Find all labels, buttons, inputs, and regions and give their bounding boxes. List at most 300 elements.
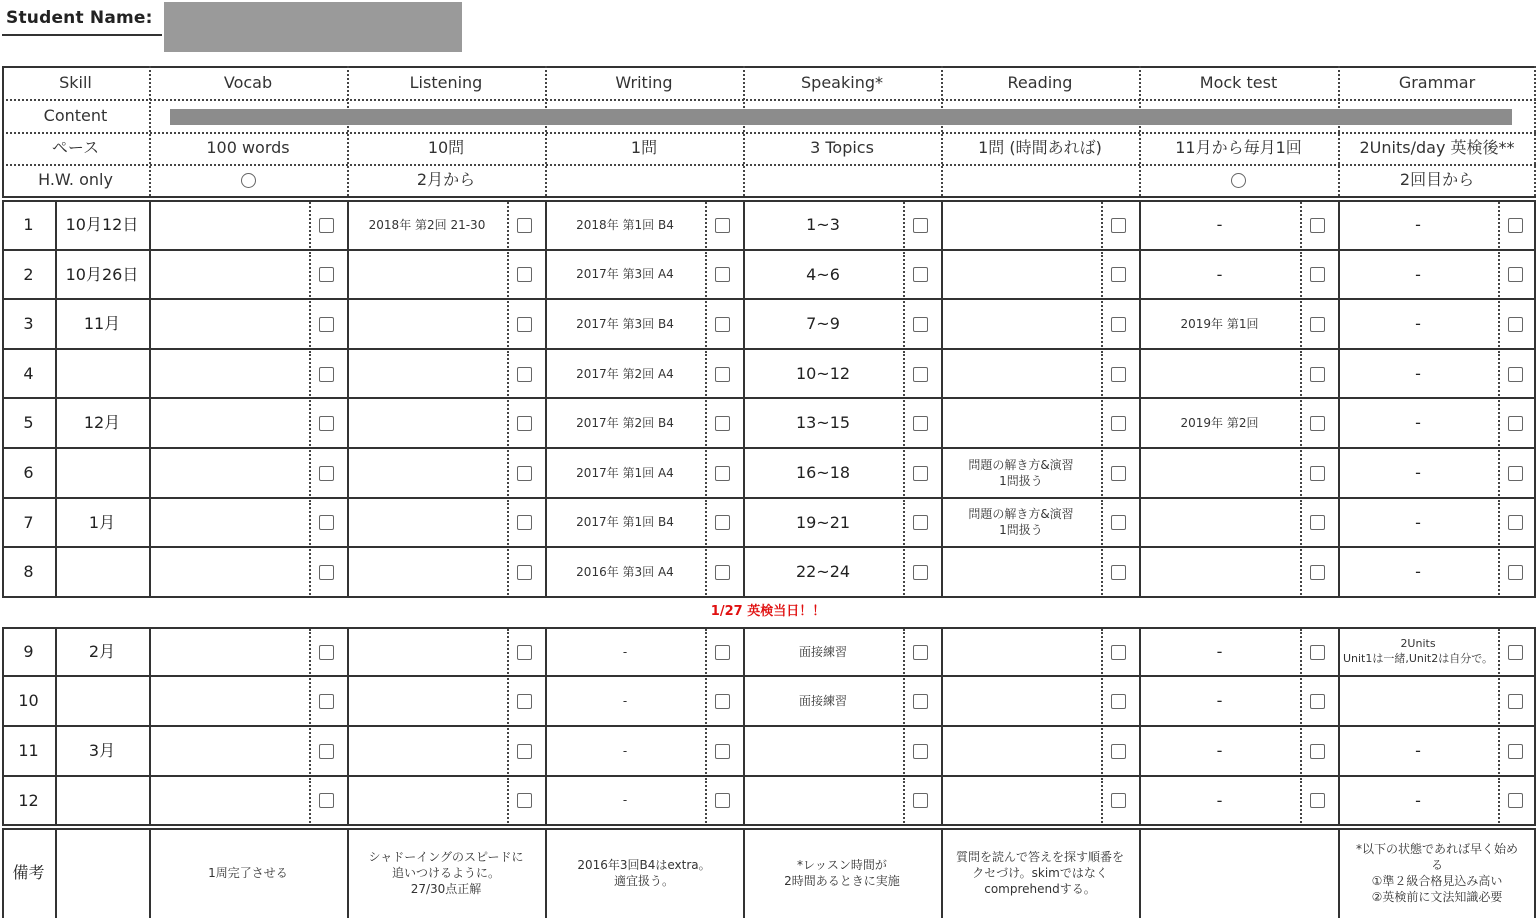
grid-line <box>2 99 1536 101</box>
checkbox[interactable] <box>1111 317 1126 332</box>
grid-line <box>1498 301 1500 347</box>
checkbox[interactable] <box>517 218 532 233</box>
row-number: 5 <box>23 413 34 433</box>
checkbox[interactable] <box>319 744 334 759</box>
row-cell <box>941 250 1101 300</box>
checkbox[interactable] <box>1508 515 1523 530</box>
skill-vocab: Vocab <box>223 72 273 92</box>
row-cell <box>149 498 309 548</box>
grid-line <box>1101 301 1103 347</box>
row-cell <box>149 726 309 776</box>
notes-cell <box>1141 828 1336 918</box>
checkbox[interactable] <box>1111 416 1126 431</box>
row-cell: - <box>1415 562 1421 582</box>
grid-line <box>903 778 905 824</box>
row-number: 8 <box>23 562 34 582</box>
checkbox[interactable] <box>319 515 334 530</box>
grid-line <box>903 400 905 446</box>
hw-header: H.W. only <box>38 170 113 190</box>
grid-line <box>545 828 547 918</box>
row-cell: - <box>1415 363 1421 383</box>
row-cell: - <box>1415 463 1421 482</box>
grid-line <box>55 200 57 597</box>
row-cell <box>941 547 1101 597</box>
checkbox[interactable] <box>1310 218 1325 233</box>
grid-line <box>1338 627 1340 825</box>
grid-line <box>309 678 311 724</box>
checkbox[interactable] <box>517 317 532 332</box>
row-cell <box>941 627 1101 677</box>
checkbox[interactable] <box>517 744 532 759</box>
checkbox[interactable] <box>715 267 730 282</box>
checkbox[interactable] <box>913 645 928 660</box>
checkbox[interactable] <box>517 565 532 580</box>
checkbox[interactable] <box>913 218 928 233</box>
grid-line <box>1101 351 1103 397</box>
row-cell <box>347 627 507 677</box>
row-number: 7 <box>23 512 34 532</box>
checkbox[interactable] <box>715 317 730 332</box>
grid-line <box>507 728 509 774</box>
row-cell: 2017年 第1回 B4 <box>576 515 674 530</box>
checkbox[interactable] <box>1310 466 1325 481</box>
row-date: 10月12日 <box>65 215 139 234</box>
row-cell: - <box>1216 641 1223 661</box>
row-number: 2 <box>23 264 34 284</box>
checkbox[interactable] <box>715 466 730 481</box>
grid-line <box>1498 678 1500 724</box>
notes-cell: *以下の状態であれば早く始め る ①準２級合格見込み高い ②英検前に文法知識必要 <box>1355 841 1518 905</box>
row-cell <box>149 299 309 349</box>
skill-reading: Reading <box>1007 72 1073 92</box>
grid-line <box>705 728 707 774</box>
grid-line <box>903 678 905 724</box>
notes-cell: 2016年3回B4はextra。 適宜扱う。 <box>577 857 711 889</box>
checkbox[interactable] <box>715 218 730 233</box>
grid-line <box>1498 629 1500 675</box>
row-number: 10 <box>18 691 39 711</box>
checkbox[interactable] <box>1310 367 1325 382</box>
grid-line <box>1498 778 1500 824</box>
checkbox[interactable] <box>1111 267 1126 282</box>
grid-line <box>705 778 707 824</box>
hw-circle-icon <box>241 173 256 188</box>
grid-line <box>2 447 1536 449</box>
grid-line <box>149 828 151 918</box>
checkbox[interactable] <box>715 367 730 382</box>
row-cell: 2017年 第3回 A4 <box>576 267 674 282</box>
content-header: Content <box>43 105 108 125</box>
pace-cell: 10問 <box>427 138 465 158</box>
name-underline <box>2 34 162 36</box>
row-cell <box>1139 448 1300 498</box>
checkbox[interactable] <box>1508 367 1523 382</box>
grid-line <box>705 400 707 446</box>
checkbox[interactable] <box>715 793 730 808</box>
checkbox[interactable] <box>715 744 730 759</box>
grid-line <box>705 252 707 298</box>
grid-line <box>347 200 349 597</box>
row-cell <box>347 498 507 548</box>
grid-line <box>2 828 4 918</box>
checkbox[interactable] <box>1310 317 1325 332</box>
grid-line <box>2 200 4 597</box>
checkbox[interactable] <box>913 416 928 431</box>
grid-line <box>1139 828 1141 918</box>
grid-line <box>705 678 707 724</box>
grid-line <box>2 824 1536 826</box>
row-cell: 2017年 第2回 B4 <box>576 416 674 431</box>
pace-cell: 100 words <box>206 138 290 158</box>
checkbox[interactable] <box>319 793 334 808</box>
row-number: 9 <box>23 641 34 661</box>
grid-line <box>545 200 547 597</box>
grid-line <box>55 828 57 918</box>
checkbox[interactable] <box>715 645 730 660</box>
row-cell <box>149 676 309 726</box>
grid-line <box>1498 450 1500 496</box>
grid-line <box>507 629 509 675</box>
checkbox[interactable] <box>517 367 532 382</box>
checkbox[interactable] <box>715 515 730 530</box>
grid-line <box>1338 200 1340 597</box>
grid-line <box>507 400 509 446</box>
grid-line <box>507 678 509 724</box>
row-cell: - <box>1216 790 1223 810</box>
row-cell: 問題の解き方&演習 1問扱う <box>968 507 1074 538</box>
checkbox[interactable] <box>1111 515 1126 530</box>
row-cell: 16~18 <box>795 463 851 482</box>
row-cell <box>347 250 507 300</box>
grid-line <box>1101 202 1103 248</box>
row-cell: 7~9 <box>806 314 840 334</box>
grid-line <box>705 629 707 675</box>
grid-line <box>1498 351 1500 397</box>
grid-line <box>309 450 311 496</box>
checkbox[interactable] <box>1508 218 1523 233</box>
row-cell: 1~3 <box>806 215 840 234</box>
row-cell: - <box>1216 215 1223 234</box>
row-cell <box>1139 547 1300 597</box>
grid-line <box>705 351 707 397</box>
hw-cell: 2回目から <box>1399 170 1475 190</box>
row-cell: 10~12 <box>795 363 851 383</box>
grid-line <box>149 627 151 825</box>
row-cell <box>743 726 903 776</box>
grid-line <box>1498 400 1500 446</box>
grid-line <box>507 778 509 824</box>
student-name-redacted <box>164 2 462 52</box>
row-cell <box>941 676 1101 726</box>
checkbox[interactable] <box>1310 565 1325 580</box>
row-cell <box>347 547 507 597</box>
grid-line <box>903 202 905 248</box>
student-name-label: Student Name: <box>6 8 153 28</box>
checkbox[interactable] <box>1111 694 1126 709</box>
checkbox[interactable] <box>517 515 532 530</box>
checkbox[interactable] <box>319 466 334 481</box>
grid-line <box>2 298 1536 300</box>
grid-line <box>1101 500 1103 546</box>
checkbox[interactable] <box>1111 645 1126 660</box>
row-cell: - <box>1415 413 1421 433</box>
checkbox[interactable] <box>1310 694 1325 709</box>
grid-line <box>2 249 1536 251</box>
grid-line <box>545 627 547 825</box>
checkbox[interactable] <box>1508 466 1523 481</box>
checkbox[interactable] <box>1310 645 1325 660</box>
row-cell <box>941 349 1101 399</box>
row-number: 11 <box>18 741 39 760</box>
grid-line <box>1300 450 1302 496</box>
checkbox[interactable] <box>1508 744 1523 759</box>
checkbox[interactable] <box>517 793 532 808</box>
grid-line <box>1300 728 1302 774</box>
grid-line <box>1101 450 1103 496</box>
grid-line <box>941 828 943 918</box>
grid-line <box>507 500 509 546</box>
grid-line <box>309 351 311 397</box>
pace-cell: 1問 <box>630 138 658 158</box>
row-cell: 22~24 <box>795 562 851 582</box>
checkbox[interactable] <box>913 367 928 382</box>
checkbox[interactable] <box>1310 793 1325 808</box>
row-cell: - <box>1415 790 1421 810</box>
row-date: 10月26日 <box>65 264 139 284</box>
notes-cell: 1周完了させる <box>208 865 288 880</box>
content-redacted <box>170 109 1512 125</box>
grid-line <box>507 351 509 397</box>
schedule-table <box>0 66 1536 918</box>
row-cell: 2019年 第2回 <box>1180 416 1259 431</box>
row-cell: - <box>1415 215 1421 234</box>
grid-line <box>2 497 1536 499</box>
grid-line <box>2 397 1536 399</box>
checkbox[interactable] <box>319 694 334 709</box>
grid-line <box>1101 778 1103 824</box>
grid-line <box>1498 252 1500 298</box>
checkbox[interactable] <box>1111 744 1126 759</box>
row-date: 12月 <box>83 413 121 433</box>
row-date: 11月 <box>83 314 121 334</box>
grid-line <box>1101 252 1103 298</box>
row-date <box>55 349 149 399</box>
hw-cell <box>545 164 743 196</box>
grid-line <box>507 549 509 595</box>
row-cell: 2017年 第3回 B4 <box>576 316 674 331</box>
checkbox[interactable] <box>1508 317 1523 332</box>
row-cell: - <box>1415 314 1421 334</box>
row-cell: - <box>1415 741 1421 760</box>
checkbox[interactable] <box>715 416 730 431</box>
grid-line <box>705 301 707 347</box>
checkbox[interactable] <box>1310 744 1325 759</box>
grid-line <box>1498 202 1500 248</box>
checkbox[interactable] <box>715 565 730 580</box>
grid-line <box>903 301 905 347</box>
checkbox[interactable] <box>1111 218 1126 233</box>
checkbox[interactable] <box>319 317 334 332</box>
hw-circle-icon <box>1231 173 1246 188</box>
checkbox[interactable] <box>319 267 334 282</box>
notes-cell: シャドーイングのスピードに 追いつけるように。 27/30点正解 <box>368 849 524 897</box>
row-cell: - <box>622 694 628 709</box>
notes-cell: 質問を読んで答えを探す順番を クセづけ。skimではなく comprehendする。 <box>955 849 1124 897</box>
checkbox[interactable] <box>1310 416 1325 431</box>
row-cell: 面接練習 <box>798 694 847 709</box>
grid-line <box>1300 500 1302 546</box>
grid-line <box>347 627 349 825</box>
row-number: 1 <box>23 215 34 234</box>
grid-line <box>55 627 57 825</box>
checkbox[interactable] <box>1508 565 1523 580</box>
checkbox[interactable] <box>913 793 928 808</box>
row-cell <box>149 776 309 826</box>
row-number: 3 <box>23 314 34 334</box>
checkbox[interactable] <box>913 694 928 709</box>
checkbox[interactable] <box>517 694 532 709</box>
row-cell <box>347 776 507 826</box>
row-cell: 面接練習 <box>798 644 847 659</box>
grid-line <box>903 351 905 397</box>
checkbox[interactable] <box>517 416 532 431</box>
checkbox[interactable] <box>715 694 730 709</box>
checkbox[interactable] <box>319 645 334 660</box>
row-cell: 2016年 第3回 A4 <box>576 564 674 579</box>
row-cell: 2017年 第2回 A4 <box>576 366 674 381</box>
checkbox[interactable] <box>1310 267 1325 282</box>
row-date <box>55 776 149 826</box>
checkbox[interactable] <box>1508 416 1523 431</box>
row-cell <box>347 726 507 776</box>
checkbox[interactable] <box>1111 367 1126 382</box>
grid-line <box>1101 728 1103 774</box>
grid-line <box>1101 400 1103 446</box>
checkbox[interactable] <box>1508 793 1523 808</box>
checkbox[interactable] <box>1508 694 1523 709</box>
grid-line <box>1300 629 1302 675</box>
grid-line <box>2 196 1536 198</box>
checkbox[interactable] <box>913 744 928 759</box>
checkbox[interactable] <box>319 565 334 580</box>
notes-label: 備考 <box>12 863 45 883</box>
grid-line <box>507 202 509 248</box>
grid-line <box>705 202 707 248</box>
checkbox[interactable] <box>1508 267 1523 282</box>
grid-line <box>743 200 745 597</box>
grid-line <box>743 627 745 825</box>
row-cell <box>347 398 507 448</box>
checkbox[interactable] <box>913 466 928 481</box>
row-number: 6 <box>23 463 34 482</box>
hw-cell <box>743 164 941 196</box>
checkbox[interactable] <box>913 317 928 332</box>
row-cell: - <box>1415 264 1421 284</box>
row-cell: - <box>1216 691 1223 711</box>
checkbox[interactable] <box>1508 645 1523 660</box>
grid-line <box>309 549 311 595</box>
checkbox[interactable] <box>1111 466 1126 481</box>
checkbox[interactable] <box>319 218 334 233</box>
row-cell <box>1338 676 1498 726</box>
skill-speaking: Speaking* <box>801 72 883 92</box>
grid-line <box>1139 200 1141 597</box>
notes-cell: *レッスン時間が 2時間あるときに実施 <box>784 857 900 889</box>
checkbox[interactable] <box>517 645 532 660</box>
grid-line <box>309 202 311 248</box>
checkbox[interactable] <box>913 267 928 282</box>
row-date: 3月 <box>88 741 116 760</box>
skill-writing: Writing <box>615 72 673 92</box>
grid-line <box>903 629 905 675</box>
skill-listening: Listening <box>409 72 483 92</box>
checkbox[interactable] <box>319 367 334 382</box>
grid-line <box>1498 500 1500 546</box>
pace-header: ペース <box>51 138 100 158</box>
pace-cell: 2Units/day 英検後** <box>1359 138 1515 158</box>
row-cell <box>149 200 309 250</box>
row-cell: - <box>622 793 628 808</box>
grid-line <box>2 627 4 825</box>
row-cell: 2018年 第1回 B4 <box>576 217 674 232</box>
checkbox[interactable] <box>1111 565 1126 580</box>
pace-cell: 1問 (時間あれば) <box>978 138 1102 158</box>
grid-line <box>347 828 349 918</box>
pace-cell: 3 Topics <box>810 138 874 158</box>
checkbox[interactable] <box>517 466 532 481</box>
row-cell <box>347 349 507 399</box>
hw-cell <box>941 164 1139 196</box>
row-cell <box>149 349 309 399</box>
grid-line <box>309 629 311 675</box>
checkbox[interactable] <box>1111 793 1126 808</box>
row-cell <box>149 250 309 300</box>
checkbox[interactable] <box>319 416 334 431</box>
grid-line <box>903 728 905 774</box>
row-cell <box>941 398 1101 448</box>
row-cell <box>941 299 1101 349</box>
grid-line <box>309 252 311 298</box>
grid-line <box>903 252 905 298</box>
grid-line <box>705 500 707 546</box>
checkbox[interactable] <box>1310 515 1325 530</box>
grid-line <box>1300 202 1302 248</box>
grid-line <box>941 627 943 825</box>
row-cell: - <box>1216 741 1223 760</box>
skill-grammar: Grammar <box>1398 72 1476 92</box>
row-number: 4 <box>23 363 34 383</box>
row-cell: 2018年 第2回 21-30 <box>368 217 486 232</box>
grid-line <box>507 450 509 496</box>
row-cell: 13~15 <box>795 413 851 433</box>
grid-line <box>1300 778 1302 824</box>
row-cell <box>941 776 1101 826</box>
checkbox[interactable] <box>913 565 928 580</box>
grid-line <box>1101 678 1103 724</box>
exam-day-banner: 1/27 英検当日！！ <box>710 604 826 620</box>
row-date: 1月 <box>88 512 116 532</box>
row-cell: - <box>1216 264 1223 284</box>
checkbox[interactable] <box>913 515 928 530</box>
skill-header: Skill <box>59 72 92 92</box>
grid-line <box>309 728 311 774</box>
row-cell <box>149 547 309 597</box>
row-cell: 2Units Unit1は一緒,Unit2は自分で。 <box>1342 636 1494 665</box>
checkbox[interactable] <box>517 267 532 282</box>
grid-line <box>1300 351 1302 397</box>
grid-line <box>1101 629 1103 675</box>
grid-line <box>743 828 745 918</box>
